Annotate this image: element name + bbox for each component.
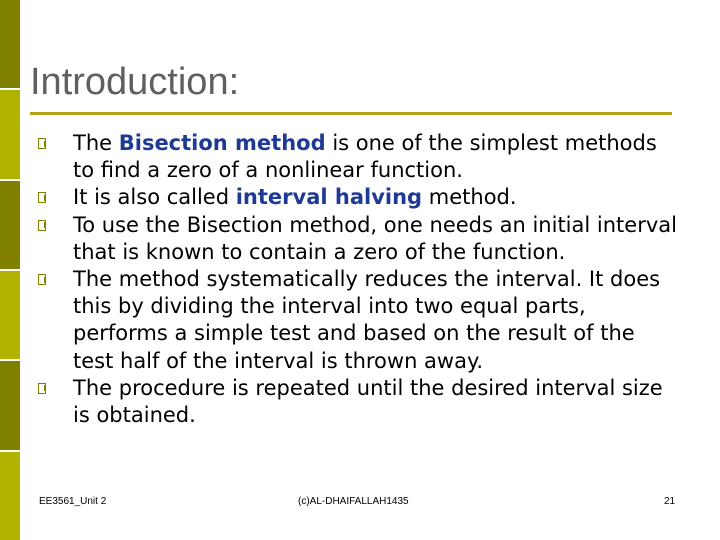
left-bar-segment — [0, 0, 20, 90]
bullet-list — [38, 130, 678, 429]
hollow-square-bullet-icon — [38, 274, 46, 285]
hollow-square-bullet-icon — [38, 220, 46, 231]
bullet-text: method. — [422, 185, 517, 210]
footer-page-number: 21 — [664, 496, 676, 507]
footer-course-code: EE3561_Unit 2 — [39, 496, 107, 507]
title-underline — [30, 112, 672, 115]
left-bar-segment — [0, 452, 20, 540]
hollow-square-bullet-icon — [38, 138, 46, 149]
left-bar-segment — [0, 181, 20, 271]
bullet-item — [38, 375, 678, 429]
left-bar-segment — [0, 271, 20, 361]
bullet-text: is one of the simplest methods to find a zero of a nonlinear function. — [73, 131, 657, 183]
left-bar-segment — [0, 90, 20, 180]
hollow-square-bullet-icon — [38, 192, 46, 203]
bullet-item — [38, 266, 678, 375]
bullet-text: To use the Bisection method, one needs an initial interval that is known to contain a zero of the function. — [73, 212, 677, 264]
left-bar-segment — [0, 361, 20, 451]
bullet-emphasis-text: Bisection method — [118, 131, 326, 155]
bullet-item — [38, 212, 678, 266]
bullet-item — [38, 130, 678, 184]
footer-author: (c)AL-DHAIFALLAH1435 — [298, 496, 409, 507]
bullet-emphasis-text: interval halving — [235, 185, 423, 210]
slide-title: Introduction: — [30, 61, 240, 103]
hollow-square-bullet-icon — [38, 383, 46, 394]
left-accent-bar — [0, 0, 20, 540]
bullet-text: The method systematically reduces the interval. It does this by dividing the interval into two equal parts, performs a simple test and based on the result of the test half of the interval is thrown away. — [73, 267, 661, 373]
bullet-text: It is also called — [73, 185, 236, 210]
bullet-item — [38, 184, 678, 211]
bullet-text: The — [73, 131, 119, 155]
bullet-text: The procedure is repeated until the desired interval size is obtained. — [73, 375, 663, 428]
